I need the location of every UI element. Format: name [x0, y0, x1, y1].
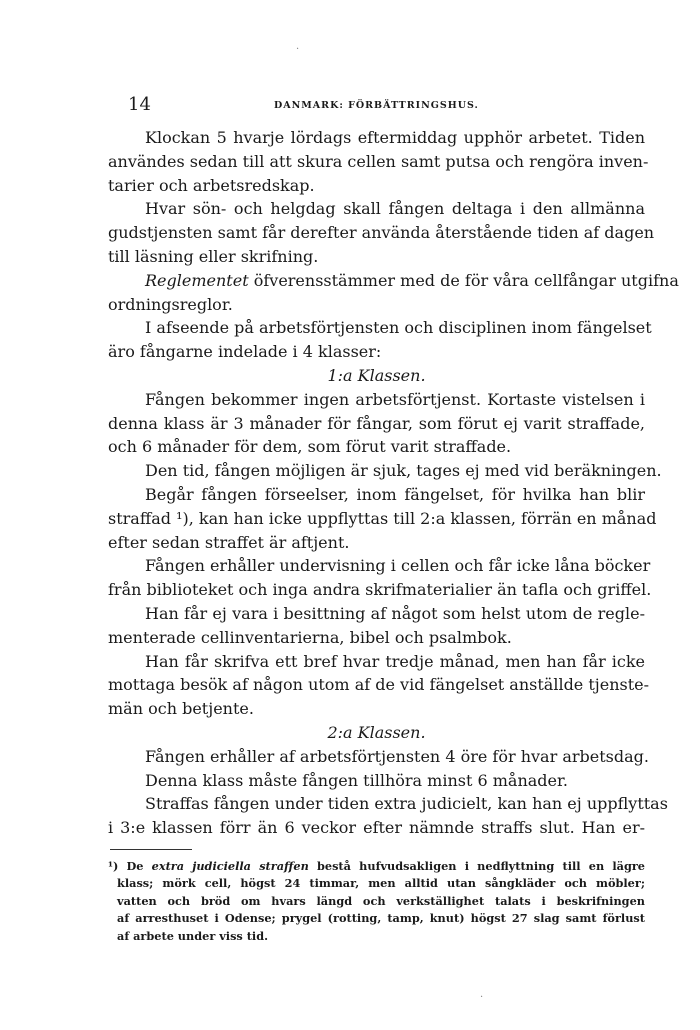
text-line: män och betjente.: [108, 699, 254, 719]
footnote-line: af arresthuset i Odense; prygel (rotting, tamp, knut) högst 27 slag samt förlust: [117, 911, 645, 926]
footnote-line: af arbete under viss tid.: [117, 928, 269, 943]
reglementet-rest: öfverensstämmer med de för våra cellfångar utgifna: [253, 270, 679, 290]
text-line: mottaga besök af någon utom af de vid fängelset anställde tjenste-: [108, 675, 650, 695]
text-line: till läsning eller skrifning.: [108, 246, 319, 266]
reglementet-word: Reglementet: [145, 270, 249, 290]
speck-mark: ·: [296, 44, 300, 55]
text-line: gudstjensten samt får derefter använda återstående tiden af dagen: [108, 223, 655, 243]
footnote-term: extra judiciella straffen: [151, 859, 309, 873]
text-line: Fången erhåller af arbetsförtjensten 4 öre för hvar arbetsdag.: [145, 746, 649, 766]
text-line: från biblioteket och inga andra skrifmaterialier än tafla och griffel.: [108, 580, 652, 600]
speck-mark: ·: [480, 992, 484, 1003]
text-line: [108, 269, 679, 293]
footnote-line: vatten och bröd om hvars längd och verkställighet talats i beskrifningen: [117, 893, 645, 908]
text-line: Fången bekommer ingen arbetsförtjenst. Kortaste vistelsen i: [145, 389, 645, 409]
text-line: Han får skrifva ett bref hvar tredje månad, men han får icke: [145, 651, 645, 671]
text-line: Hvar sön- och helgdag skall fången deltaga i den allmänna: [145, 199, 645, 219]
footnote-marker: ¹): [108, 859, 119, 873]
text-line: Begår fången förseelser, inom fängelset, för hvilka han blir: [145, 484, 645, 504]
text-line: Denna klass måste fången tillhöra minst 6 månader.: [145, 770, 568, 790]
footnote-separator: [110, 849, 192, 850]
page-header: [128, 94, 648, 116]
footnote: [108, 858, 645, 945]
page-number: 14: [128, 94, 151, 115]
running-title: DANMARK: FÖRBÄTTRINGSHUS.: [274, 100, 479, 111]
text-line: straffad ¹), kan han icke uppflyttas till 2:a klassen, förrän en månad: [108, 508, 657, 528]
text-line: och 6 månader för dem, som förut varit straffade.: [108, 437, 512, 457]
text-line: Straffas fången under tiden extra judicielt, kan han ej uppflyttas: [145, 794, 668, 814]
footnote-first-rest: bestå hufvudsakligen i nedflyttning till en lägre: [316, 859, 645, 873]
text-line: menterade cellinventarierna, bibel och psalmbok.: [108, 627, 512, 647]
footnote-line: klass; mörk cell, högst 24 timmar, men alltid utan sångkläder och möbler;: [117, 876, 645, 891]
text-line: denna klass är 3 månader för fångar, som förut ej varit straffade,: [108, 413, 645, 433]
text-line: Den tid, fången möjligen är sjuk, tages ej med vid beräkningen.: [145, 461, 662, 481]
text-line: Han får ej vara i besittning af något som helst utom de regle-: [145, 603, 645, 623]
section-heading-2: 2:a Klassen.: [327, 722, 426, 742]
text-line: Fången erhåller undervisning i cellen och får icke låna böcker: [145, 556, 651, 576]
text-line: i 3:e klassen förr än 6 veckor efter nämnde straffs slut. Han er-: [108, 818, 645, 838]
text-line: efter sedan straffet är aftjent.: [108, 532, 350, 552]
text-line: äro fångarne indelade i 4 klasser:: [108, 342, 382, 362]
text-line: Klockan 5 hvarje lördags eftermiddag upphör arbetet. Tiden: [145, 128, 645, 147]
footnote-intro: De: [126, 859, 144, 873]
body-text: [108, 126, 679, 840]
text-line: I afseende på arbetsförtjensten och disciplinen inom fängelset: [145, 318, 652, 338]
text-line: tarier och arbetsredskap.: [108, 175, 315, 195]
footnote-line: [108, 858, 645, 875]
section-heading-1: 1:a Klassen.: [327, 365, 426, 385]
text-line: ordningsreglor.: [108, 294, 233, 314]
text-line: användes sedan till att skura cellen samt putsa och rengöra inven-: [108, 151, 649, 171]
